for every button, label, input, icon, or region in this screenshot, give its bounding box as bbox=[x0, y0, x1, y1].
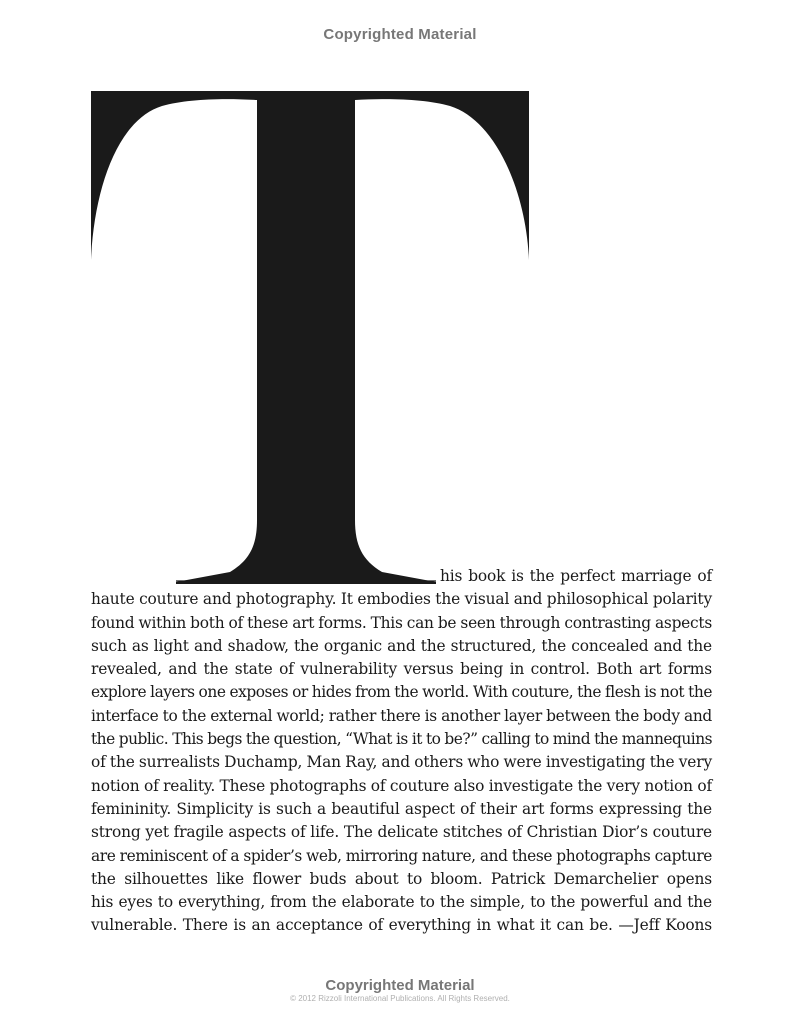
essay-line: femininity. Simplicity is such a beautiful aspect of their art forms expressing the bbox=[91, 799, 712, 818]
essay-line: are reminiscent of a spider’s web, mirroring nature, and these photographs capture bbox=[91, 846, 712, 865]
drop-cap-crossbar bbox=[91, 91, 529, 584]
essay-line: of the surrealists Duchamp, Man Ray, and others who were investigating the very bbox=[91, 753, 712, 772]
drop-cap-letter bbox=[90, 90, 530, 584]
copyright-watermark-top: Copyrighted Material bbox=[323, 26, 477, 43]
essay-line: found within both of these art forms. This can be seen through contrasting aspects bbox=[91, 613, 712, 632]
copyright-notice: © 2012 Rizzoli International Publications. All Rights Reserved. bbox=[290, 994, 510, 1003]
copyright-watermark-bottom: Copyrighted Material bbox=[325, 977, 475, 994]
essay-line: the silhouettes like flower buds about to bloom. Patrick Demarchelier opens bbox=[91, 869, 712, 888]
essay-line: such as light and shadow, the organic and the structured, the concealed and the bbox=[91, 636, 712, 655]
essay-line: explore layers one exposes or hides from the world. With couture, the flesh is not the bbox=[91, 683, 712, 702]
essay-line: notion of reality. These photographs of couture also investigate the very notion of bbox=[91, 776, 712, 795]
essay-line: vulnerable. There is an acceptance of everything in what it can be. —Jeff Koons bbox=[91, 916, 712, 935]
essay-line: interface to the external world; rather there is another layer between the body and bbox=[91, 706, 712, 725]
essay-line: revealed, and the state of vulnerability versus being in control. Both art forms bbox=[91, 660, 712, 679]
essay-line: the public. This begs the question, “What is it to be?” calling to mind the mannequins bbox=[91, 730, 712, 749]
essay-line: haute couture and photography. It embodies the visual and philosophical polarity bbox=[91, 590, 712, 609]
essay-line: his book is the perfect marriage of bbox=[440, 567, 712, 585]
essay-line: strong yet fragile aspects of life. The delicate stitches of Christian Dior’s couture bbox=[91, 823, 712, 842]
essay-line: his eyes to everything, from the elaborate to the simple, to the powerful and the bbox=[91, 893, 712, 912]
drop-cap-svg bbox=[90, 90, 530, 584]
essay-text bbox=[91, 565, 712, 938]
